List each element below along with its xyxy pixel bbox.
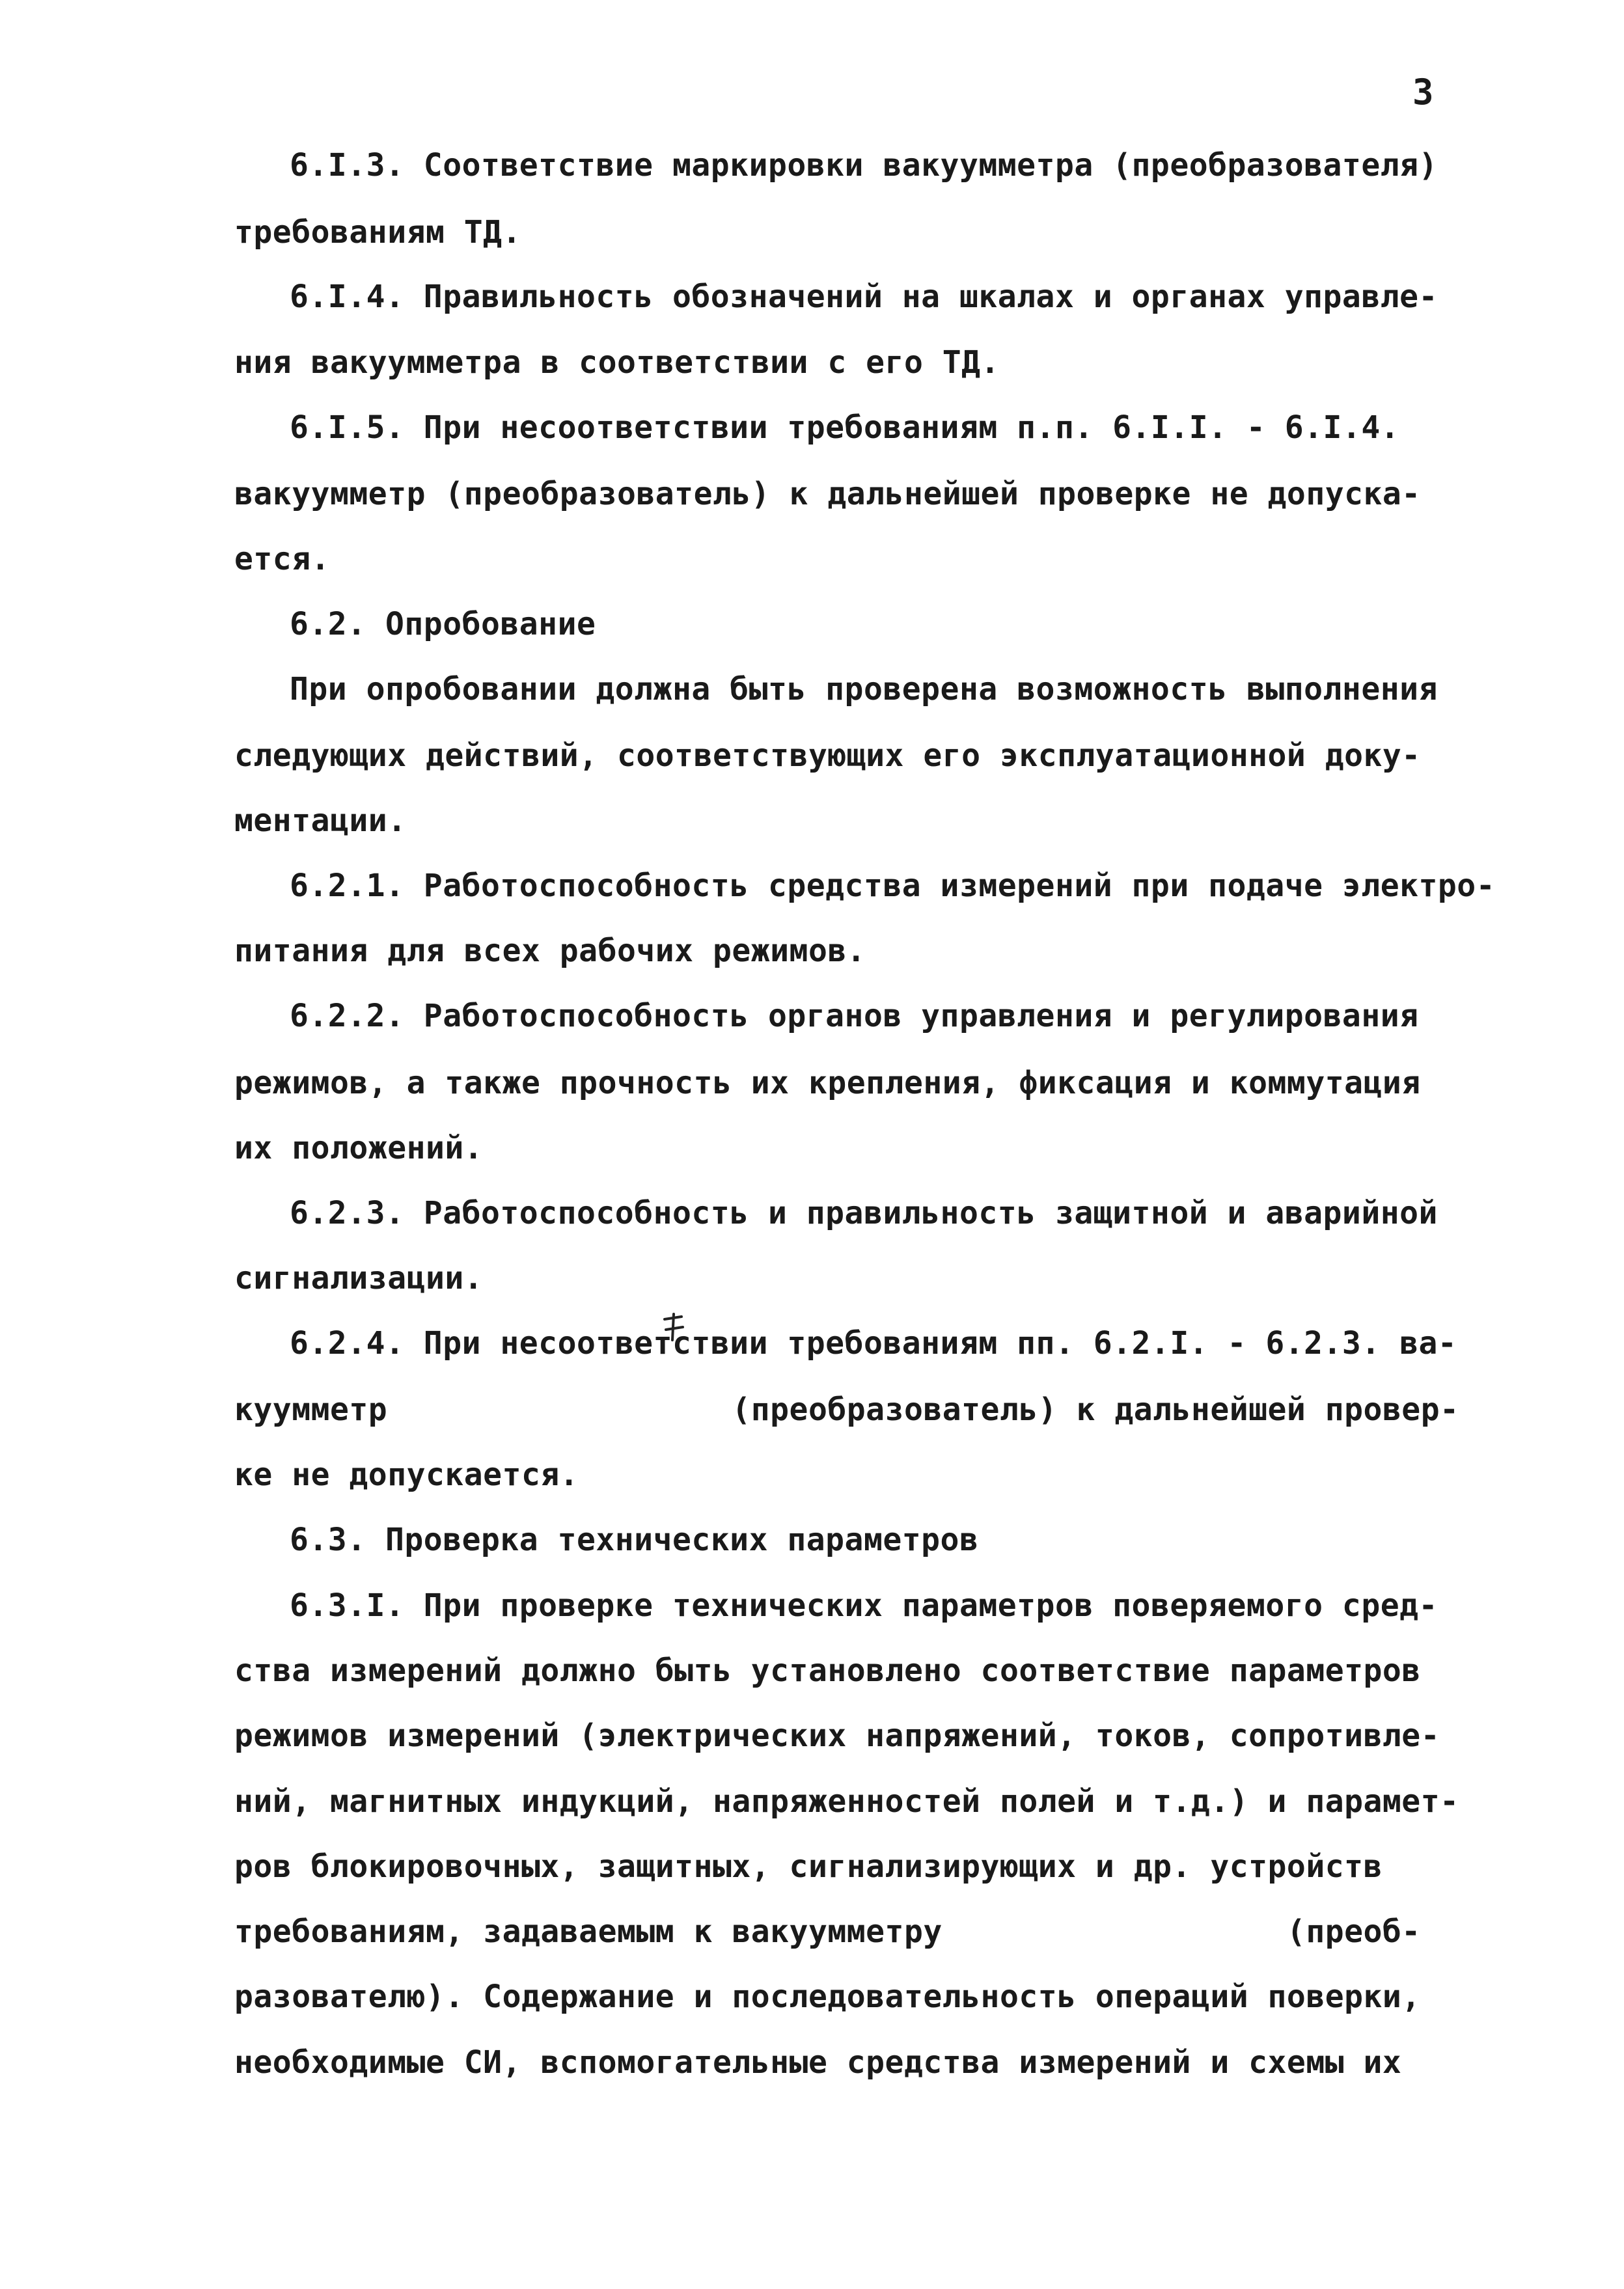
text-line: ства измерений должно быть установлено соответствие параметров: [234, 1652, 1421, 1689]
text-line: вакуумметр (преобразователь) к дальнейшей проверке не допуска-: [234, 476, 1421, 512]
text-line: ния вакуумметра в соответствии с его ТД.: [234, 344, 1000, 381]
page-number: 3: [1412, 72, 1434, 113]
text-line: следующих действий, соответствующих его эксплуатационной доку-: [234, 737, 1421, 774]
text-line-6-1-3: 6.I.3. Соответствие маркировки вакуумметра (преобразователя): [290, 147, 1438, 184]
text-line: ний, магнитных индукций, напряженностей полей и т.д.) и парамет-: [234, 1783, 1459, 1820]
text-line: необходимые СИ, вспомогательные средства измерений и схемы их: [234, 2044, 1402, 2081]
handwritten-correction-mark: [661, 1311, 687, 1344]
section-heading-6-2: 6.2. Опробование: [290, 606, 596, 642]
text-line: их положений.: [234, 1130, 484, 1166]
text-line: режимов измерений (электрических напряжений, токов, сопротивле-: [234, 1718, 1440, 1754]
text-line: разователю). Содержание и последовательность операций поверки,: [234, 1979, 1421, 2015]
text-line: ется.: [234, 541, 330, 577]
text-line: ментации.: [234, 802, 407, 839]
text-line: режимов, а также прочность их крепления, фиксация и коммутация: [234, 1065, 1421, 1101]
section-heading-6-3: 6.3. Проверка технических параметров: [290, 1522, 979, 1558]
text-line-6-1-4: 6.I.4. Правильность обозначений на шкалах и органах управле-: [290, 279, 1438, 315]
text-line: При опробовании должна быть проверена возможность выполнения: [290, 671, 1438, 707]
text-line: ке не допускается.: [234, 1457, 579, 1493]
text-line: куумметр (преобразователь) к дальнейшей провер-: [234, 1391, 1459, 1428]
text-line-6-2-4: 6.2.4. При несоответствии требованиям пп. 6.2.I. - 6.2.3. ва-: [290, 1325, 1457, 1362]
text-line-6-1-5: 6.I.5. При несоответствии требованиям п.п. 6.I.I. - 6.I.4.: [290, 409, 1400, 446]
text-line: ров блокировочных, защитных, сигнализирующих и др. устройств: [234, 1848, 1383, 1885]
text-line-6-2-1: 6.2.1. Работоспособность средства измерений при подаче электро-: [290, 868, 1496, 904]
text-line: требованиям ТД.: [234, 214, 521, 251]
text-line: сигнализации.: [234, 1260, 484, 1296]
text-line-6-2-3: 6.2.3. Работоспособность и правильность защитной и аварийной: [290, 1195, 1438, 1231]
text-line-6-3-1: 6.3.I. При проверке технических параметров поверяемого сред-: [290, 1587, 1438, 1624]
text-line-6-2-2: 6.2.2. Работоспособность органов управления и регулирования: [290, 998, 1419, 1034]
text-line: питания для всех рабочих режимов.: [234, 933, 866, 969]
text-line: требованиям, задаваемым к вакуумметру (преоб-: [234, 1913, 1421, 1950]
